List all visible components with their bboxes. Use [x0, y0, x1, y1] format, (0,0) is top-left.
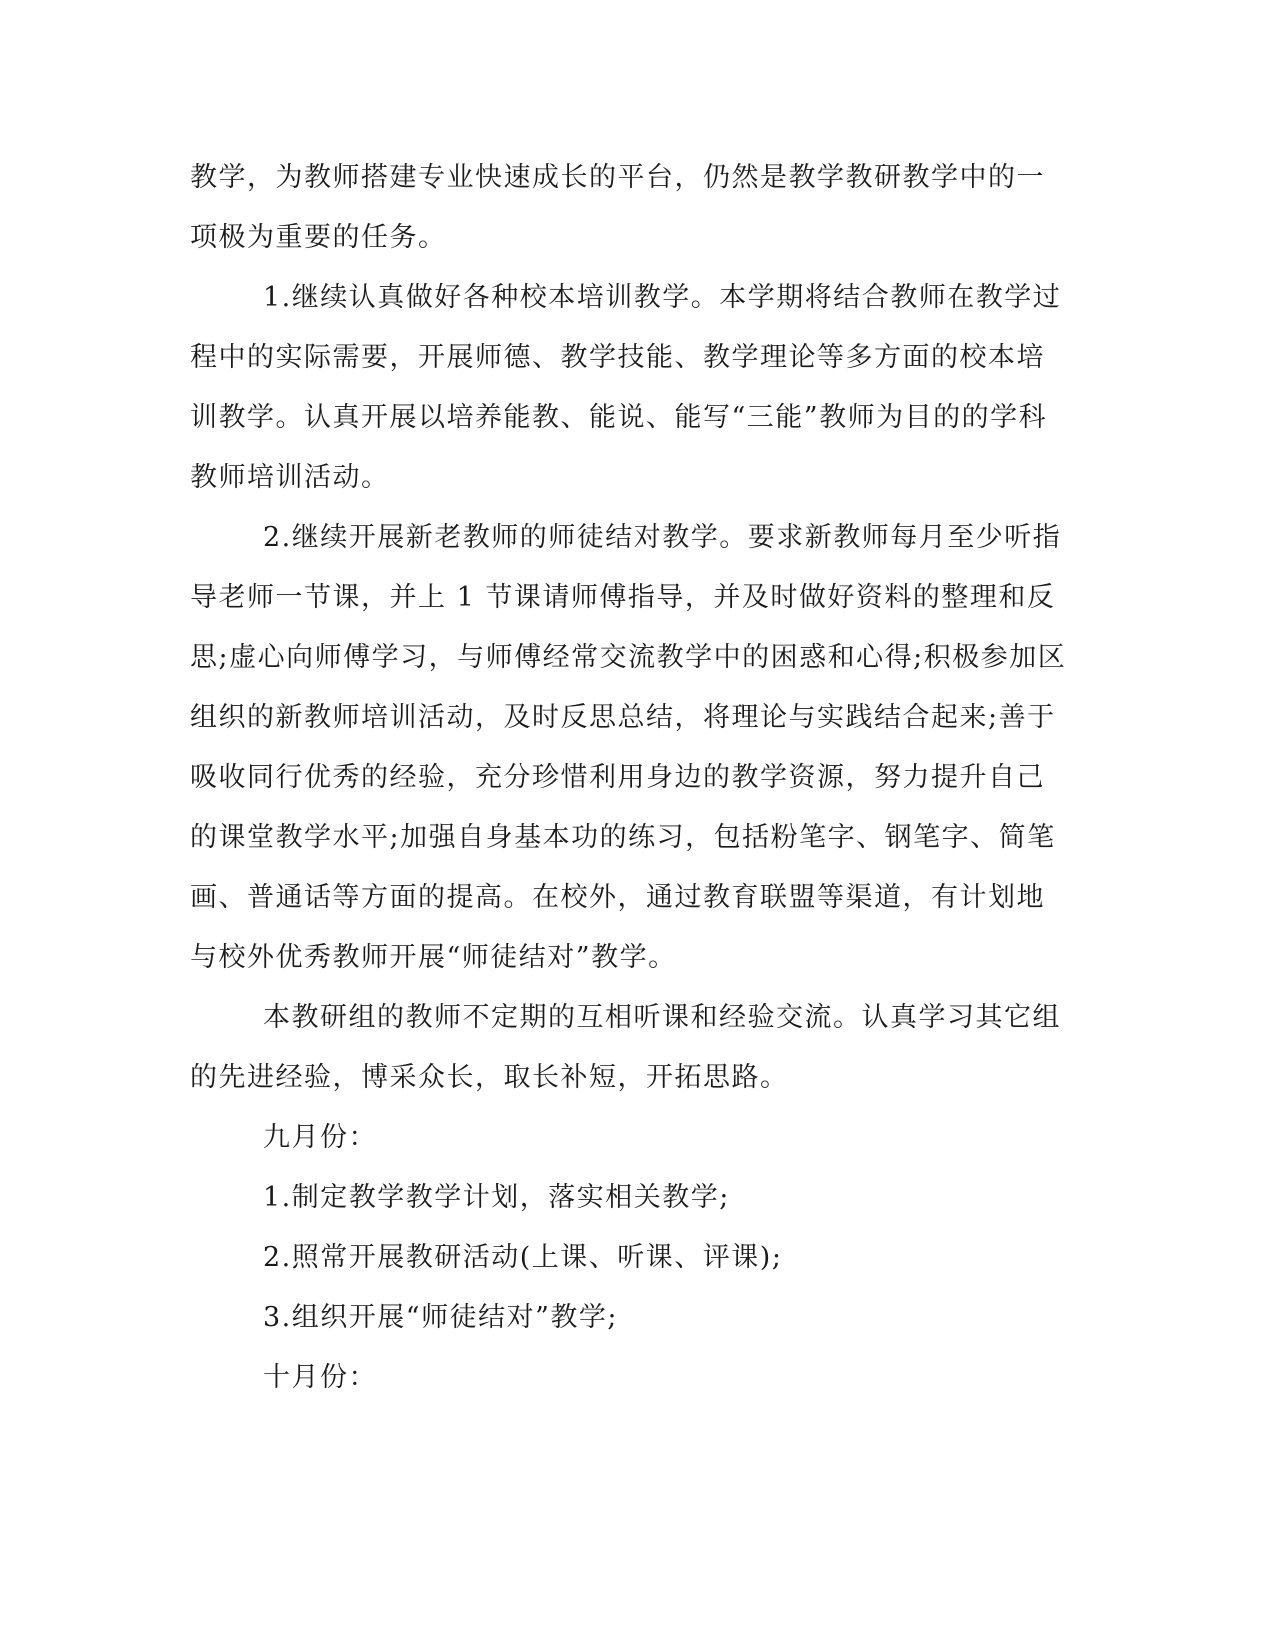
text-line: 训教学。认真开展以培养能教、能说、能写“三能”教师为目的的学科	[190, 402, 1048, 433]
text-line: 3.组织开展“师徒结对”教学;	[263, 1302, 618, 1333]
text-line: 教师培训活动。	[190, 462, 390, 493]
text-line: 画、普通话等方面的提高。在校外，通过教育联盟等渠道，有计划地	[190, 882, 1045, 913]
text-line: 2.照常开展教研活动(上课、听课、评课);	[263, 1242, 783, 1273]
text-line: 项极为重要的任务。	[190, 222, 447, 253]
text-line: 教学，为教师搭建专业快速成长的平台，仍然是教学教研教学中的一	[190, 162, 1045, 193]
text-line: 导老师一节课，并上 1 节课请师傅指导，并及时做好资料的整理和反	[190, 582, 1056, 613]
text-line: 的课堂教学水平;加强自身基本功的练习，包括粉笔字、钢笔字、简笔	[190, 822, 1056, 853]
text-line: 与校外优秀教师开展“师徒结对”教学。	[190, 942, 677, 973]
text-line: 程中的实际需要，开展师德、教学技能、教学理论等多方面的校本培	[190, 342, 1045, 373]
text-line: 1.制定教学教学计划，落实相关教学;	[263, 1182, 730, 1213]
text-line: 2.继续开展新老教师的师徒结对教学。要求新教师每月至少听指	[263, 522, 1062, 553]
text-line: 思;虚心向师傅学习，与师傅经常交流教学中的困惑和心得;积极参加区	[190, 642, 1067, 673]
text-line: 组织的新教师培训活动，及时反思总结，将理论与实践结合起来;善于	[190, 702, 1056, 733]
text-line: 吸收同行优秀的经验，充分珍惜利用身边的教学资源，努力提升自己	[190, 762, 1045, 793]
text-line: 的先进经验，博采众长，取长补短，开拓思路。	[190, 1062, 789, 1093]
text-line: 本教研组的教师不定期的互相听课和经验交流。认真学习其它组	[263, 1002, 1061, 1033]
text-line: 九月份：	[263, 1122, 377, 1153]
text-line: 十月份：	[263, 1362, 377, 1393]
text-line: 1.继续认真做好各种校本培训教学。本学期将结合教师在教学过	[263, 282, 1062, 313]
